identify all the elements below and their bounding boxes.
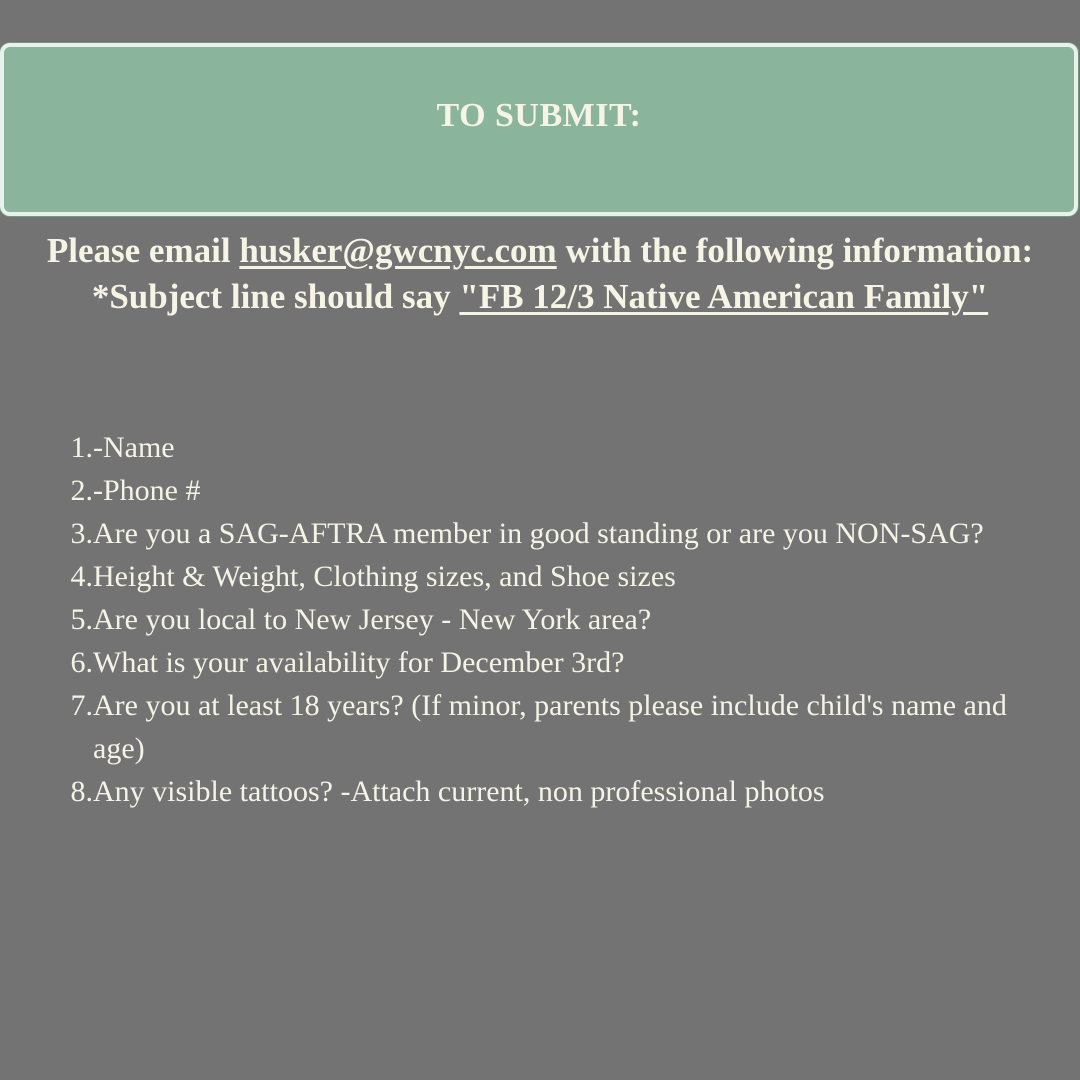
- list-item-text: Height & Weight, Clothing sizes, and Shoe sizes: [93, 560, 676, 593]
- list-item: [60, 512, 1050, 555]
- list-item: [60, 598, 1050, 641]
- list-item: [60, 426, 1050, 469]
- subject-instruction-line: [0, 274, 1080, 320]
- list-item: [60, 684, 1050, 770]
- list-item-text: What is your availability for December 3rd?: [93, 646, 625, 679]
- list-item: [60, 555, 1050, 598]
- subject-line-text: "FB 12/3 Native American Family": [459, 277, 989, 316]
- list-item: [60, 770, 1050, 813]
- email-instruction-line: [0, 228, 1080, 274]
- list-item-number: 4.: [70, 560, 93, 593]
- header-banner: [0, 43, 1078, 216]
- banner-title: TO SUBMIT:: [436, 97, 642, 134]
- list-item-number: 7.: [70, 689, 93, 722]
- subject-instruction-prefix: *Subject line should say: [91, 277, 460, 316]
- list-item-text: Are you local to New Jersey - New York area?: [93, 603, 652, 636]
- list-item-number: 3.: [70, 517, 93, 550]
- email-link[interactable]: husker@gwcnyc.com: [239, 231, 557, 270]
- list-item-text: Are you a SAG-AFTRA member in good standing or are you NON-SAG?: [93, 517, 984, 550]
- requirements-list: [60, 426, 1050, 813]
- email-instruction-suffix: with the following information:: [556, 231, 1034, 270]
- list-item-text: Are you at least 18 years? (If minor, parents please include child's name and age): [93, 689, 1007, 765]
- list-item: [60, 469, 1050, 512]
- list-item-text: Any visible tattoos? -Attach current, non professional photos: [93, 775, 825, 808]
- list-item-number: 2.: [70, 474, 93, 507]
- list-item-text: -Name: [93, 431, 175, 464]
- list-item-text: -Phone #: [93, 474, 201, 507]
- list-item-number: 1.: [70, 431, 93, 464]
- submission-instructions: [0, 228, 1080, 320]
- list-item-number: 8.: [70, 775, 93, 808]
- list-item-number: 5.: [70, 603, 93, 636]
- list-item-number: 6.: [70, 646, 93, 679]
- email-instruction-prefix: Please email: [46, 231, 240, 270]
- list-item: [60, 641, 1050, 684]
